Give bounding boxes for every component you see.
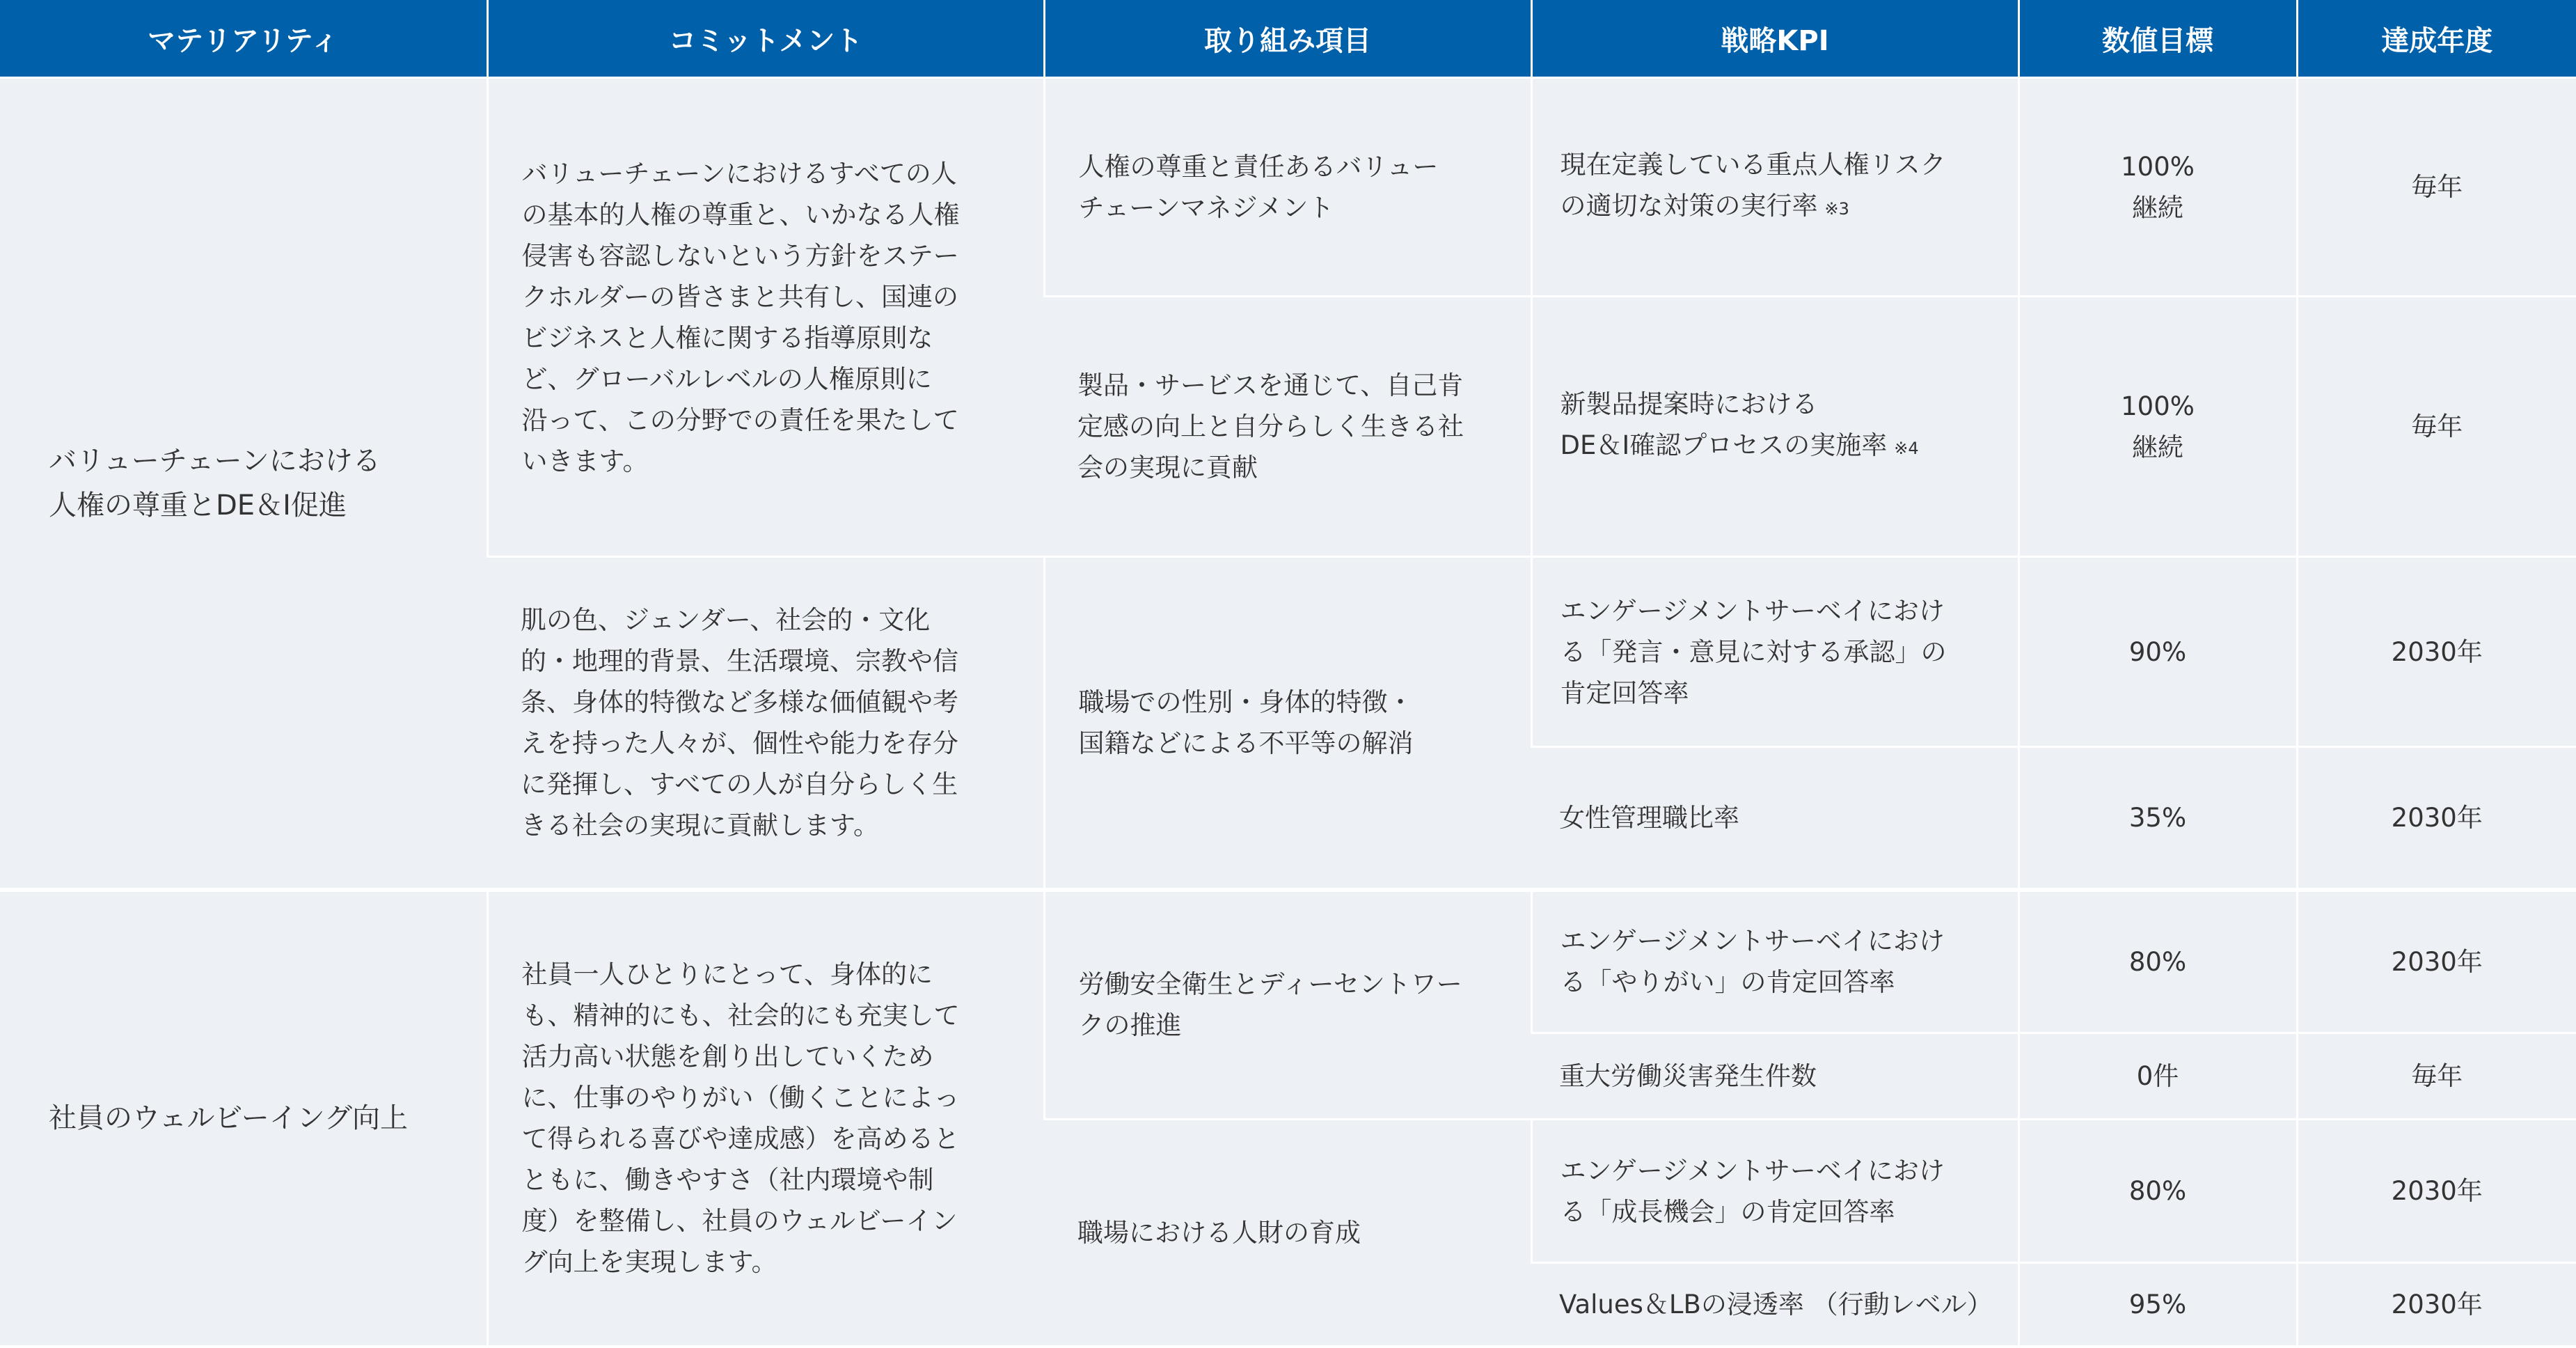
year-cell: 2030年 bbox=[2297, 890, 2576, 1033]
target-cell bbox=[2018, 557, 2297, 747]
commitment-line: の基本的人権の尊重と、いかなる人権 bbox=[521, 199, 960, 230]
commitment-line: に発揮し、すべての人が自分らしく生 bbox=[521, 769, 958, 799]
kpi-line: 肯定回答率 bbox=[1560, 677, 1689, 708]
commitment-line: 活力高い状態を創り出していくため bbox=[521, 1042, 934, 1072]
commitment-line: グ向上を実現します。 bbox=[521, 1247, 777, 1277]
year-cell: 毎年 bbox=[2297, 297, 2576, 557]
kpi-cell bbox=[1531, 747, 2018, 890]
commitment-line: クホルダーの皆さまと共有し、国連の bbox=[521, 281, 959, 312]
header-year: 達成年度 bbox=[2297, 0, 2576, 78]
initiative-line: チェーンマネジメント bbox=[1078, 192, 1334, 223]
commitment-line: きる社会の実現に貢献します。 bbox=[521, 810, 880, 840]
kpi-line: Values＆LBの浸透率 （行動レベル） bbox=[1559, 1289, 1993, 1319]
kpi-cell bbox=[1531, 1033, 2018, 1120]
materiality-cell bbox=[0, 78, 487, 890]
year-cell: 2030年 bbox=[2297, 747, 2576, 890]
year-cell: 毎年 bbox=[2297, 78, 2576, 297]
target-cell bbox=[2018, 78, 2297, 297]
kpi-cell bbox=[1531, 557, 2018, 747]
year-cell: 2030年 bbox=[2297, 1120, 2576, 1263]
target-value: 35% bbox=[2128, 802, 2187, 833]
kpi-cell bbox=[1531, 890, 2018, 1033]
target-cell bbox=[2018, 297, 2297, 557]
target-value: 80% bbox=[2128, 1176, 2187, 1206]
kpi-line: エンゲージメントサーベイにおけ bbox=[1560, 926, 1945, 957]
year-cell: 毎年 bbox=[2297, 1033, 2576, 1120]
target-value: 95% bbox=[2128, 1289, 2187, 1319]
commitment-cell bbox=[487, 890, 1044, 1345]
target-value: 90% bbox=[2128, 636, 2187, 667]
target-value: 100% bbox=[2121, 151, 2195, 182]
initiative-cell bbox=[1044, 557, 1531, 890]
header-target: 数値目標 bbox=[2018, 0, 2297, 78]
materiality-cell bbox=[0, 890, 487, 1345]
commitment-line: 肌の色、ジェンダー、社会的・文化 bbox=[521, 604, 931, 635]
kpi-line: る「成長機会」の肯定回答率 bbox=[1560, 1196, 1895, 1227]
kpi-line: 女性管理職比率 bbox=[1559, 802, 1739, 833]
header-materiality: マテリアリティ bbox=[0, 0, 487, 78]
kpi-cell bbox=[1531, 297, 2018, 557]
commitment-cell bbox=[487, 557, 1044, 890]
commitment-line: えを持った人々が、個性や能力を存分 bbox=[521, 728, 958, 758]
commitment-line: 侵害も容認しないという方針をステー bbox=[521, 240, 959, 271]
commitment-line: も、精神的にも、社会的にも充実して bbox=[521, 1001, 960, 1030]
kpi-footnote: ※4 bbox=[1894, 439, 1919, 458]
initiative-line: 人権の尊重と責任あるバリュー bbox=[1078, 151, 1439, 182]
initiative-line: 職場における人財の育成 bbox=[1077, 1217, 1361, 1248]
commitment-line: て得られる喜びや達成感）を高めると bbox=[521, 1124, 960, 1154]
year-cell: 2030年 bbox=[2297, 1263, 2576, 1345]
initiative-line: 労働安全衛生とディーセントワー bbox=[1078, 969, 1462, 1000]
header-commitment: コミットメント bbox=[487, 0, 1044, 78]
header-kpi: 戦略KPI bbox=[1531, 0, 2018, 78]
year-cell: 2030年 bbox=[2297, 557, 2576, 747]
initiative-line: 国籍などによる不平等の解消 bbox=[1078, 728, 1414, 758]
kpi-line: 現在定義している重点人権リスク bbox=[1560, 150, 1946, 180]
commitment-line: ともに、働きやすさ（社内環境や制 bbox=[521, 1165, 934, 1195]
initiative-cell bbox=[1044, 78, 1531, 297]
commitment-cell bbox=[487, 78, 1044, 557]
commitment-line: 社員一人ひとりにとって、身体的に bbox=[521, 959, 933, 989]
commitment-line: バリューチェーンにおけるすべての人 bbox=[521, 158, 957, 189]
kpi-footnote: ※3 bbox=[1824, 199, 1849, 219]
initiative-line: 職場での性別・身体的特徴・ bbox=[1078, 687, 1414, 717]
kpi-cell bbox=[1531, 1263, 2018, 1345]
commitment-line: 沿って、この分野での責任を果たして bbox=[521, 405, 959, 435]
target-value: 100% bbox=[2121, 391, 2195, 421]
initiative-line: 会の実現に貢献 bbox=[1077, 453, 1258, 483]
kpi-line: DE＆I確認プロセスの実施率 bbox=[1560, 430, 1888, 460]
target-cell bbox=[2018, 747, 2297, 890]
target-value: 80% bbox=[2128, 946, 2187, 977]
kpi-line: エンゲージメントサーベイにおけ bbox=[1560, 1155, 1945, 1186]
initiative-cell bbox=[1044, 1120, 1531, 1345]
kpi-line: の適切な対策の実行率 bbox=[1560, 191, 1818, 221]
target-value: 継続 bbox=[2132, 432, 2183, 462]
table-row bbox=[0, 78, 2576, 297]
kpi-cell bbox=[1531, 78, 2018, 297]
target-cell bbox=[2018, 1033, 2297, 1120]
commitment-line: いきます。 bbox=[521, 446, 649, 476]
kpi-line: る「発言・意見に対する承認」の bbox=[1560, 636, 1947, 667]
initiative-cell bbox=[1044, 297, 1531, 557]
target-cell bbox=[2018, 1263, 2297, 1345]
commitment-line: 度）を整備し、社員のウェルビーイン bbox=[521, 1206, 958, 1236]
initiative-cell bbox=[1044, 890, 1531, 1120]
target-cell bbox=[2018, 890, 2297, 1033]
table-row bbox=[0, 890, 2576, 1033]
materiality-line: 人権の尊重とDE＆I促進 bbox=[49, 489, 347, 522]
commitment-line: 条、身体的特徴など多様な価値観や考 bbox=[521, 687, 958, 717]
commitment-line: 的・地理的背景、生活環境、宗教や信 bbox=[521, 645, 958, 676]
materiality-line: バリューチェーンにおける bbox=[49, 444, 381, 477]
materiality-line: 社員のウェルビーイング向上 bbox=[49, 1102, 408, 1134]
kpi-line: る「やりがい」の肯定回答率 bbox=[1560, 967, 1895, 998]
header-row bbox=[0, 0, 2576, 78]
initiative-line: 定感の向上と自分らしく生きる社 bbox=[1077, 412, 1464, 441]
commitment-line: ビジネスと人権に関する指導原則な bbox=[521, 322, 933, 353]
initiative-line: 製品・サービスを通じて、自己肯 bbox=[1077, 370, 1464, 400]
commitment-line: ど、グローバルレベルの人権原則に bbox=[521, 363, 932, 394]
target-value: 継続 bbox=[2132, 192, 2183, 223]
target-cell bbox=[2018, 1120, 2297, 1263]
commitment-line: に、仕事のやりがい（働くことによっ bbox=[521, 1083, 960, 1113]
kpi-line: 新製品提案時における bbox=[1560, 389, 1818, 419]
kpi-line: 重大労働災害発生件数 bbox=[1559, 1061, 1817, 1091]
kpi-line: エンゲージメントサーベイにおけ bbox=[1560, 595, 1945, 626]
header-initiative: 取り組み項目 bbox=[1044, 0, 1531, 78]
kpi-cell bbox=[1531, 1120, 2018, 1263]
initiative-line: クの推進 bbox=[1078, 1010, 1182, 1041]
target-value: 0件 bbox=[2136, 1061, 2179, 1091]
